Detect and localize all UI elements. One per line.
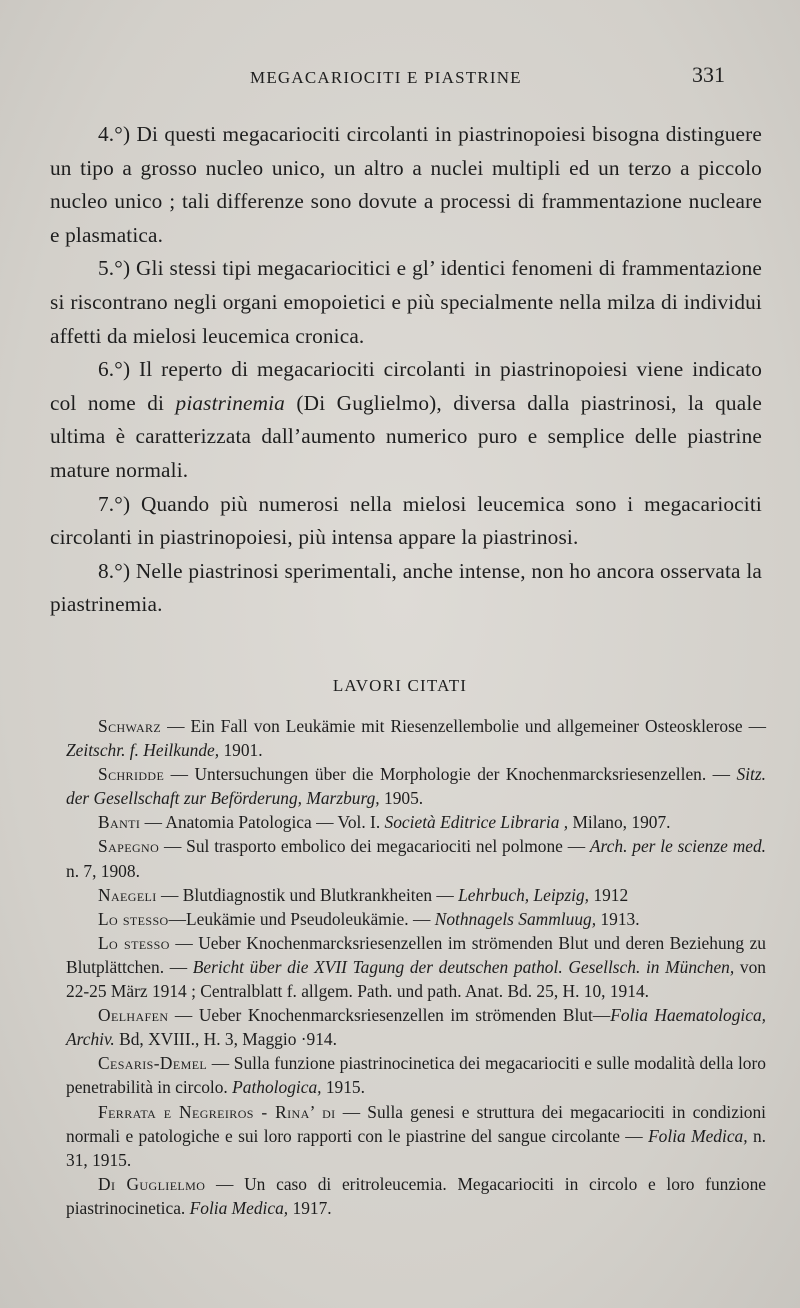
reference-author: Schwarz bbox=[98, 716, 162, 736]
reference-entry: Sapegno — Sul trasporto embolico dei megacariociti nel polmone — Arch. per le scienze med. n. 7, 1908. bbox=[66, 836, 767, 881]
reference-source: Folia Haematologica, Archiv. bbox=[66, 1005, 766, 1050]
reference-source: Folia Medica, bbox=[189, 1197, 289, 1218]
conclusion-paragraph: 6.°) Il reperto di megacariociti circolanti in piastrinopoiesi viene indicato col nome di piastrinemia (Di Guglielmo), diversa dalla piastrinosi, la quale ultima è caratterizzata dall’aumento numerico puro e semplice delle piastrine mature normali. bbox=[50, 357, 763, 482]
reference-source: Bericht über die XVII Tagung der deutschen pathol. Gesellsch. in München, bbox=[192, 956, 735, 977]
conclusion-paragraph: 7.°) Quando più numerosi nella mielosi leucemica sono i megacariociti circolanti in piastrinopoiesi, più intensa appare la piastrinosi. bbox=[50, 491, 762, 550]
reference-author: Lo stesso bbox=[98, 908, 169, 929]
reference-source: Folia Medica, bbox=[648, 1125, 748, 1146]
reference-author: Ferrata e Negreiros - Rina’ di bbox=[98, 1101, 336, 1122]
references-list bbox=[66, 714, 766, 1220]
conclusion-paragraph: 4.°) Di questi megacariociti circolanti in piastrinopoiesi bisogna distinguere un tipo a grosso nucleo unico, un altro a nuclei multipli ed un terzo a piccolo nucleo unico ; tali differenze sono dovute a processi di frammentazione nucleare e plasmatica. bbox=[50, 122, 762, 247]
reference-source: Lehrbuch, Leipzig, bbox=[458, 884, 590, 905]
reference-source: Società Editrice Libraria , bbox=[384, 812, 569, 833]
reference-entry: Lo stesso—Leukämie und Pseudoleukämie. — Nothnagels Sammluug, 1913. bbox=[98, 908, 640, 929]
running-title: MEGACARIOCITI E PIASTRINE bbox=[250, 68, 522, 87]
reference-author: Lo stesso bbox=[98, 932, 170, 953]
running-head bbox=[0, 62, 800, 92]
reference-entry: Schwarz — Ein Fall von Leukämie mit Riesenzellembolie und allgemeiner Osteosklerose — Zeitschr. f. Heilkunde, 1901. bbox=[66, 716, 766, 761]
conclusions-list bbox=[50, 118, 762, 622]
reference-entry: Cesaris-Demel — Sulla funzione piastrinocinetica dei megacariociti e sulle modalità della loro penetrabilità in circolo. Pathologica, 1915. bbox=[66, 1053, 766, 1098]
reference-author: Oelhafen bbox=[98, 1005, 169, 1026]
conclusion-paragraph: 5.°) Gli stessi tipi megacariocitici e gl’ identici fenomeni di frammentazione si riscontrano negli organi emopoietici e più specialmente nella milza di individui affetti da mielosi leucemica cronica. bbox=[50, 256, 762, 348]
reference-source: Nothnagels Sammluug, bbox=[434, 908, 597, 929]
conclusion-paragraph: 8.°) Nelle piastrinosi sperimentali, anche intense, non ho ancora osservata la piastrinemia. bbox=[50, 558, 762, 617]
reference-entry: Naegeli — Blutdiagnostik und Blutkrankheiten — Lehrbuch, Leipzig, 1912 bbox=[98, 884, 629, 905]
references-heading: LAVORI CITATI bbox=[332, 676, 468, 695]
reference-author: Di Guglielmo bbox=[98, 1173, 206, 1194]
reference-source: Zeitschr. f. Heilkunde, bbox=[66, 740, 220, 761]
reference-source: Arch. per le scienze med. bbox=[589, 836, 767, 857]
reference-entry: Banti — Anatomia Patologica — Vol. I. Società Editrice Libraria , Milano, 1907. bbox=[98, 812, 671, 833]
reference-source: Sitz. der Gesellschaft zur Beförderung, Marzburg, bbox=[66, 764, 766, 809]
reference-author: Schridde bbox=[98, 764, 165, 785]
reference-source: Pathologica, bbox=[232, 1077, 322, 1098]
reference-entry: Di Guglielmo — Un caso di eritroleucemia. Megacariociti in circolo e loro funzione piastrinocinetica. Folia Medica, 1917. bbox=[66, 1173, 766, 1218]
emphasis-term: piastrinemia bbox=[175, 390, 285, 415]
reference-author: Cesaris-Demel bbox=[98, 1053, 208, 1074]
reference-entry: Oelhafen — Ueber Knochenmarcksriesenzellen im strömenden Blut—Folia Haematologica, Archiv. Bd, XVIII., H. 3, Maggio ·914. bbox=[66, 1005, 766, 1050]
reference-author: Banti bbox=[98, 812, 141, 833]
reference-author: Naegeli bbox=[98, 884, 157, 905]
reference-entry: Schridde — Untersuchungen über die Morphologie der Knochenmarcksriesenzellen. — Sitz. der Gesellschaft zur Beförderung, Marzburg, 1905. bbox=[66, 764, 766, 809]
reference-entry: Ferrata e Negreiros - Rina’ di — Sulla genesi e struttura dei megacariociti in condizioni normali e patologiche e sui loro rapporti con le piastrine del sangue circolante — Folia Medica, n. 31, 1915. bbox=[66, 1101, 766, 1170]
reference-author: Sapegno bbox=[98, 836, 160, 857]
reference-entry: Lo stesso — Ueber Knochenmarcksriesenzellen im strömenden Blut und deren Beziehung zu Blutplättchen. — Bericht über die XVII Tagung der deutschen pathol. Gesellsch. in München, von 22-25 März 1914 ; Centralblatt f. allgem. Path. und path. Anat. Bd. 25, H. 10, 1914. bbox=[66, 932, 766, 1002]
page-number: 331 bbox=[692, 62, 725, 87]
